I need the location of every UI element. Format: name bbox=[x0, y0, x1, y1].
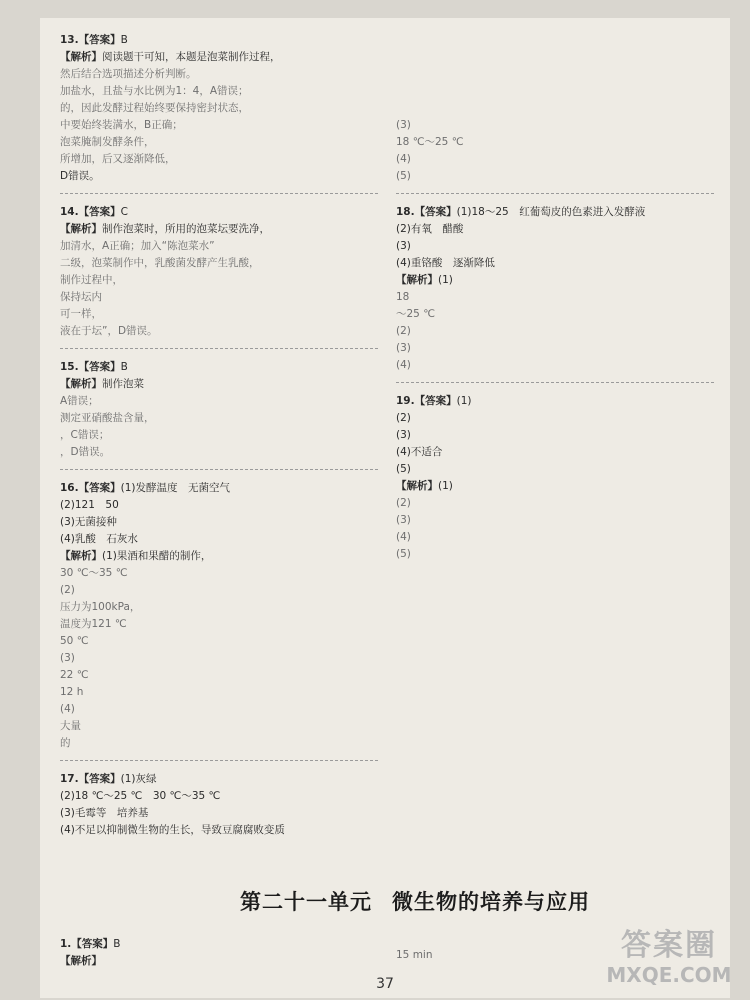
divider bbox=[60, 469, 378, 470]
analysis-line: 保持坛内 bbox=[60, 291, 102, 303]
analysis-line: 加盐水，且盐与水比例为1：4，A错误； bbox=[60, 85, 249, 97]
analysis-line: 50 ℃ bbox=[60, 635, 89, 647]
answer-line: (4)重铬酸 逐渐降低 bbox=[396, 257, 495, 269]
question-17 bbox=[60, 771, 378, 839]
analysis-line: (4) bbox=[60, 703, 75, 715]
answer-line: (2)121 50 bbox=[60, 499, 119, 511]
analysis-line: 液在于坛”，D错误。 bbox=[60, 325, 158, 337]
analysis-line: 可一样， bbox=[60, 308, 102, 320]
question-18 bbox=[396, 204, 714, 374]
analysis-line: 制作过程中， bbox=[60, 274, 123, 286]
question-number: 14. bbox=[60, 206, 79, 218]
analysis-line: (4) bbox=[396, 531, 411, 543]
analysis-line: 所增加，后又逐渐降低， bbox=[60, 153, 176, 165]
unit-topic: 微生物的培养与应用 bbox=[392, 889, 590, 914]
analysis-line: (4) bbox=[396, 359, 411, 371]
answer-text: B bbox=[120, 34, 128, 46]
analysis-line: (3) bbox=[396, 119, 411, 131]
answer-tag: 【答案】 bbox=[78, 34, 121, 46]
analysis-line: 12 h bbox=[60, 686, 84, 698]
page-number: 37 bbox=[376, 976, 394, 992]
question-number: 19. bbox=[396, 395, 415, 407]
answer-tag: 【答案】 bbox=[78, 482, 121, 494]
analysis-line: ，D错误。 bbox=[60, 446, 111, 458]
question-19 bbox=[396, 393, 714, 563]
analysis-line: 的 bbox=[60, 737, 71, 749]
answer-text: (1)18～25 红葡萄皮的色素进入发酵液 bbox=[456, 206, 646, 218]
answer-line: (3)毛霉等 培养基 bbox=[60, 807, 149, 819]
analysis-line: 阅读题干可知，本题是泡菜制作过程， bbox=[102, 51, 281, 63]
answer-line: (4)不足以抑制微生物的生长，导致豆腐腐败变质 bbox=[60, 824, 285, 836]
analysis-line: (3) bbox=[396, 342, 411, 354]
analysis-line: 二级，泡菜制作中，乳酸菌发酵产生乳酸， bbox=[60, 257, 260, 269]
analysis-line: ～25 ℃ bbox=[396, 308, 435, 320]
analysis-line: (5) bbox=[396, 548, 411, 560]
divider bbox=[60, 348, 378, 349]
answer-tag: 【答案】 bbox=[414, 206, 457, 218]
analysis-tag: 【解析】 bbox=[60, 955, 102, 967]
answer-text: (1)灰绿 bbox=[120, 773, 157, 785]
right-column bbox=[396, 32, 714, 569]
analysis-line: 的，因此发酵过程始终要保持密封状态， bbox=[60, 102, 249, 114]
analysis-line: 加清水，A正确；加入“陈泡菜水” bbox=[60, 240, 215, 252]
analysis-line: (3) bbox=[396, 514, 411, 526]
question-16 bbox=[60, 480, 378, 752]
analysis-line: (4) bbox=[396, 153, 411, 165]
analysis-line: 温度为121 ℃ bbox=[60, 618, 127, 630]
analysis-line: 压力为100kPa， bbox=[60, 601, 141, 613]
analysis-line: (1)果酒和果醋的制作， bbox=[102, 550, 212, 562]
left-column bbox=[60, 32, 378, 845]
question-number: 15. bbox=[60, 361, 79, 373]
answer-tag: 【答案】 bbox=[71, 938, 114, 950]
unit-number: 第二十一单元 bbox=[240, 889, 372, 914]
question-1 bbox=[60, 936, 378, 970]
answer-line: (2) bbox=[396, 412, 411, 424]
divider bbox=[396, 193, 714, 194]
question-13 bbox=[60, 32, 378, 185]
answer-line: (3) bbox=[396, 429, 411, 441]
question-number: 1. bbox=[60, 938, 72, 950]
answer-line: (5) bbox=[396, 463, 411, 475]
analysis-line: A错误； bbox=[60, 395, 99, 407]
answer-line: (4)乳酸 石灰水 bbox=[60, 533, 138, 545]
analysis-tag: 【解析】 bbox=[60, 378, 102, 390]
answer-text: (1) bbox=[456, 395, 472, 407]
analysis-line: (1) bbox=[438, 274, 453, 286]
question-number: 13. bbox=[60, 34, 79, 46]
analysis-tag: 【解析】 bbox=[60, 51, 102, 63]
answer-line: (3) bbox=[396, 240, 411, 252]
answer-line: (2)18 ℃～25 ℃ 30 ℃～35 ℃ bbox=[60, 790, 221, 802]
answer-tag: 【答案】 bbox=[414, 395, 457, 407]
question-15 bbox=[60, 359, 378, 461]
watermark-bottom-text: MXQE.COM bbox=[606, 963, 732, 987]
analysis-line: (1) bbox=[438, 480, 453, 492]
analysis-line: (3) bbox=[60, 652, 75, 664]
question-number: 17. bbox=[60, 773, 79, 785]
question-17-continued bbox=[396, 32, 714, 185]
analysis-tag: 【解析】 bbox=[396, 274, 438, 286]
answer-text: B bbox=[113, 938, 121, 950]
watermark-logo bbox=[594, 928, 744, 998]
analysis-line: 中要始终装满水，B正确； bbox=[60, 119, 183, 131]
analysis-line: 22 ℃ bbox=[60, 669, 89, 681]
question-number: 18. bbox=[396, 206, 415, 218]
answer-tag: 【答案】 bbox=[78, 773, 121, 785]
analysis-line bbox=[396, 32, 714, 49]
analysis-line: 18 bbox=[396, 291, 410, 303]
analysis-line: 然后结合选项描述分析判断。 bbox=[60, 68, 197, 80]
answer-line: (2)有氧 醋酸 bbox=[396, 223, 464, 235]
divider bbox=[60, 760, 378, 761]
analysis-tag: 【解析】 bbox=[60, 550, 102, 562]
answer-text: C bbox=[120, 206, 128, 218]
analysis-line: ，C错误； bbox=[60, 429, 110, 441]
analysis-line: (2) bbox=[396, 325, 411, 337]
analysis-line: 测定亚硝酸盐含量， bbox=[60, 412, 155, 424]
unit-title bbox=[180, 886, 650, 916]
analysis-line: 泡菜腌制发酵条件， bbox=[60, 136, 155, 148]
watermark-top-text: 答案圈 bbox=[621, 928, 717, 963]
analysis-line: 大量 bbox=[60, 720, 81, 732]
analysis-line: 18 ℃～25 ℃ bbox=[396, 136, 464, 148]
analysis-line: 制作泡菜时，所用的泡菜坛要洗净， bbox=[102, 223, 270, 235]
question-number: 16. bbox=[60, 482, 79, 494]
analysis-tag: 【解析】 bbox=[60, 223, 102, 235]
analysis-line bbox=[396, 83, 714, 100]
analysis-line bbox=[396, 66, 714, 83]
analysis-line: 15 min bbox=[396, 949, 433, 961]
analysis-line: (5) bbox=[396, 170, 411, 182]
analysis-tag: 【解析】 bbox=[396, 480, 438, 492]
answer-text: B bbox=[120, 361, 128, 373]
divider bbox=[60, 193, 378, 194]
answer-tag: 【答案】 bbox=[78, 361, 121, 373]
document-page bbox=[40, 18, 730, 998]
answer-line: (3)无菌接种 bbox=[60, 516, 117, 528]
analysis-line bbox=[396, 49, 714, 66]
analysis-line: 制作泡菜 bbox=[102, 378, 144, 390]
analysis-line bbox=[396, 100, 714, 117]
analysis-line: 30 ℃～35 ℃ bbox=[60, 567, 128, 579]
divider bbox=[396, 382, 714, 383]
answer-text: (1)发酵温度 无菌空气 bbox=[120, 482, 230, 494]
answer-tag: 【答案】 bbox=[78, 206, 121, 218]
analysis-line: D错误。 bbox=[60, 170, 100, 182]
answer-line: (4)不适合 bbox=[396, 446, 443, 458]
analysis-line: (2) bbox=[60, 584, 75, 596]
question-14 bbox=[60, 204, 378, 340]
analysis-line: (2) bbox=[396, 497, 411, 509]
